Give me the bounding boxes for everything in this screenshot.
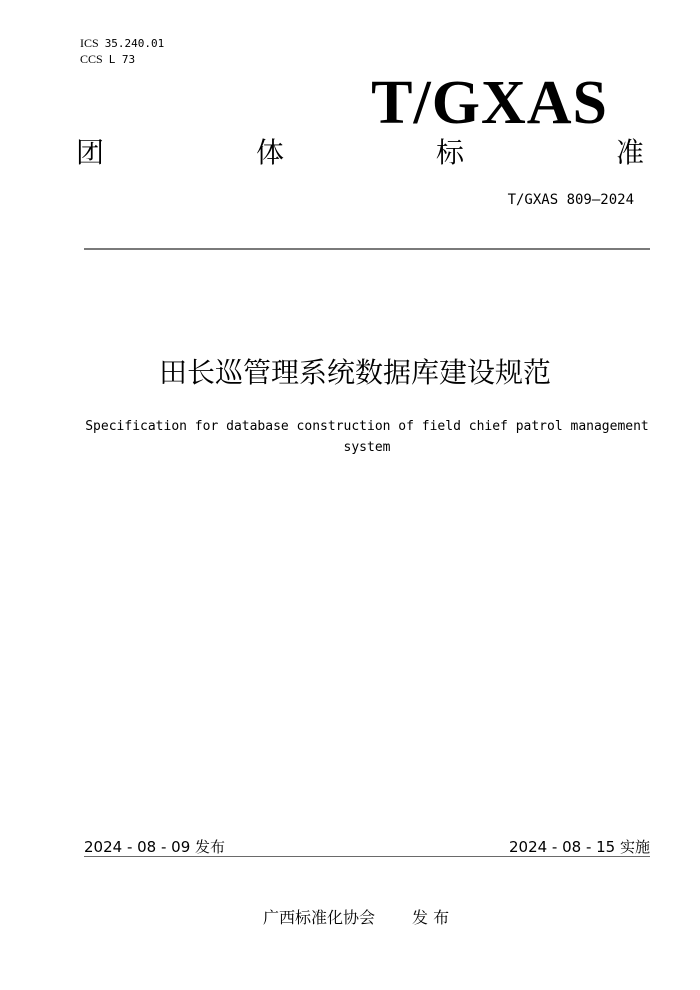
publisher-name: 广西标准化协会 xyxy=(263,908,376,927)
implement-date: 2024 - 08 - 15 实施 xyxy=(508,838,650,856)
document-title-english: Specification for database construction of field chief patrol management system xyxy=(85,419,649,455)
ccs-label: CCS xyxy=(80,52,103,66)
standard-type-char-2: 体 xyxy=(256,136,285,169)
standard-type-char-3: 标 xyxy=(436,136,465,169)
bottom-divider xyxy=(84,856,650,857)
top-divider xyxy=(84,248,650,250)
ics-label: ICS xyxy=(80,36,99,50)
ccs-value: L 73 xyxy=(108,53,136,66)
standard-number: T/GXAS 809—2024 xyxy=(507,192,634,208)
ccs-row xyxy=(80,52,135,67)
standard-type-char-4: 准 xyxy=(616,136,645,169)
standard-type-char-1: 团 xyxy=(76,136,105,169)
ics-row xyxy=(80,36,164,51)
publish-date: 2024 - 08 - 09 发布 xyxy=(84,838,226,856)
publisher-action: 发 布 xyxy=(412,908,450,927)
ics-value: 35.240.01 xyxy=(104,37,165,50)
standard-code-logo: T/GXAS xyxy=(371,69,608,137)
document-title-chinese: 田长巡管理系统数据库建设规范 xyxy=(158,356,551,389)
